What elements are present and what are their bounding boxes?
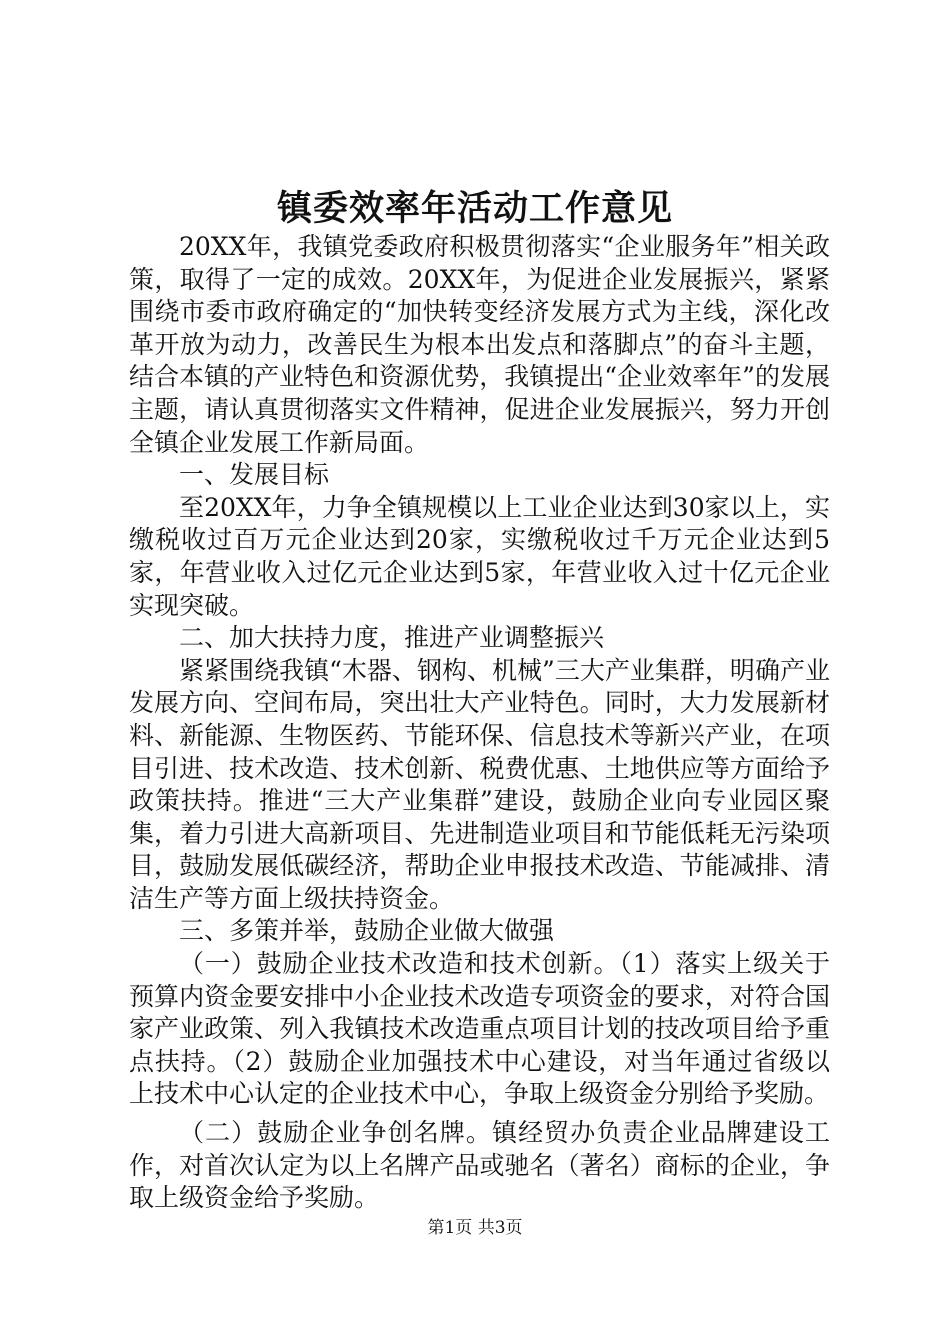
section-heading-3: 三、多策并举，鼓励企业做大做强 bbox=[179, 916, 555, 946]
document-body bbox=[129, 231, 830, 1215]
section-heading-2: 二、加大扶持力度，推进产业调整振兴 bbox=[179, 623, 605, 653]
section-heading-1: 一、发展目标 bbox=[179, 460, 330, 490]
page-number-footer: 第1页 共3页 bbox=[427, 1218, 523, 1238]
section-3-paragraph-1: （一）鼓励企业技术改造和技术创新。（1）落实上级关于预算内资金要安排中小企业技术改造专项资金的要求，对符合国家产业政策、列入我镇技术改造重点项目计划的技改项目给予重点扶持。（2）鼓励企业加强技术中心建设，对当年通过省级以上技术中心认定的企业技术中心，争取上级资金分别给予奖励。 bbox=[129, 949, 830, 1109]
document-title: 镇委效率年活动工作意见 bbox=[276, 188, 673, 229]
section-2-paragraph: 紧紧围绕我镇“木器、钢构、机械”三大产业集群，明确产业发展方向、空间布局，突出壮大产业特色。同时，大力发展新材料、新能源、生物医药、节能环保、信息技术等新兴产业，在项目引进、技术改造、技术创新、税费优惠、土地供应等方面给予政策扶持。推进“三大产业集群”建设，鼓励企业向专业园区聚集，着力引进大高新项目、先进制造业项目和节能低耗无污染项目，鼓励发展低碳经济，帮助企业申报技术改造、节能减排、清洁生产等方面上级扶持资金。 bbox=[129, 655, 830, 913]
section-1-paragraph: 至20XX年，力争全镇规模以上工业企业达到30家以上，实缴税收过百万元企业达到20家，实缴税收过千万元企业达到5家，年营业收入过亿元企业达到5家，年营业收入过十亿元企业实现突破。 bbox=[129, 492, 830, 620]
intro-paragraph: 20XX年，我镇党委政府积极贯彻落实“企业服务年”相关政策，取得了一定的成效。20XX年，为促进企业发展振兴，紧紧围绕市委市政府确定的“加快转变经济发展方式为主线，深化改革开放为动力，改善民生为根本出发点和落脚点”的奋斗主题，结合本镇的产业特色和资源优势，我镇提出“企业效率年”的发展主题，请认真贯彻落实文件精神，促进企业发展振兴，努力开创全镇企业发展工作新局面。 bbox=[129, 232, 830, 457]
section-3-paragraph-2: （二）鼓励企业争创名牌。镇经贸办负责企业品牌建设工作，对首次认定为以上名牌产品或驰名（著名）商标的企业，争取上级资金给予奖励。 bbox=[129, 1118, 830, 1213]
